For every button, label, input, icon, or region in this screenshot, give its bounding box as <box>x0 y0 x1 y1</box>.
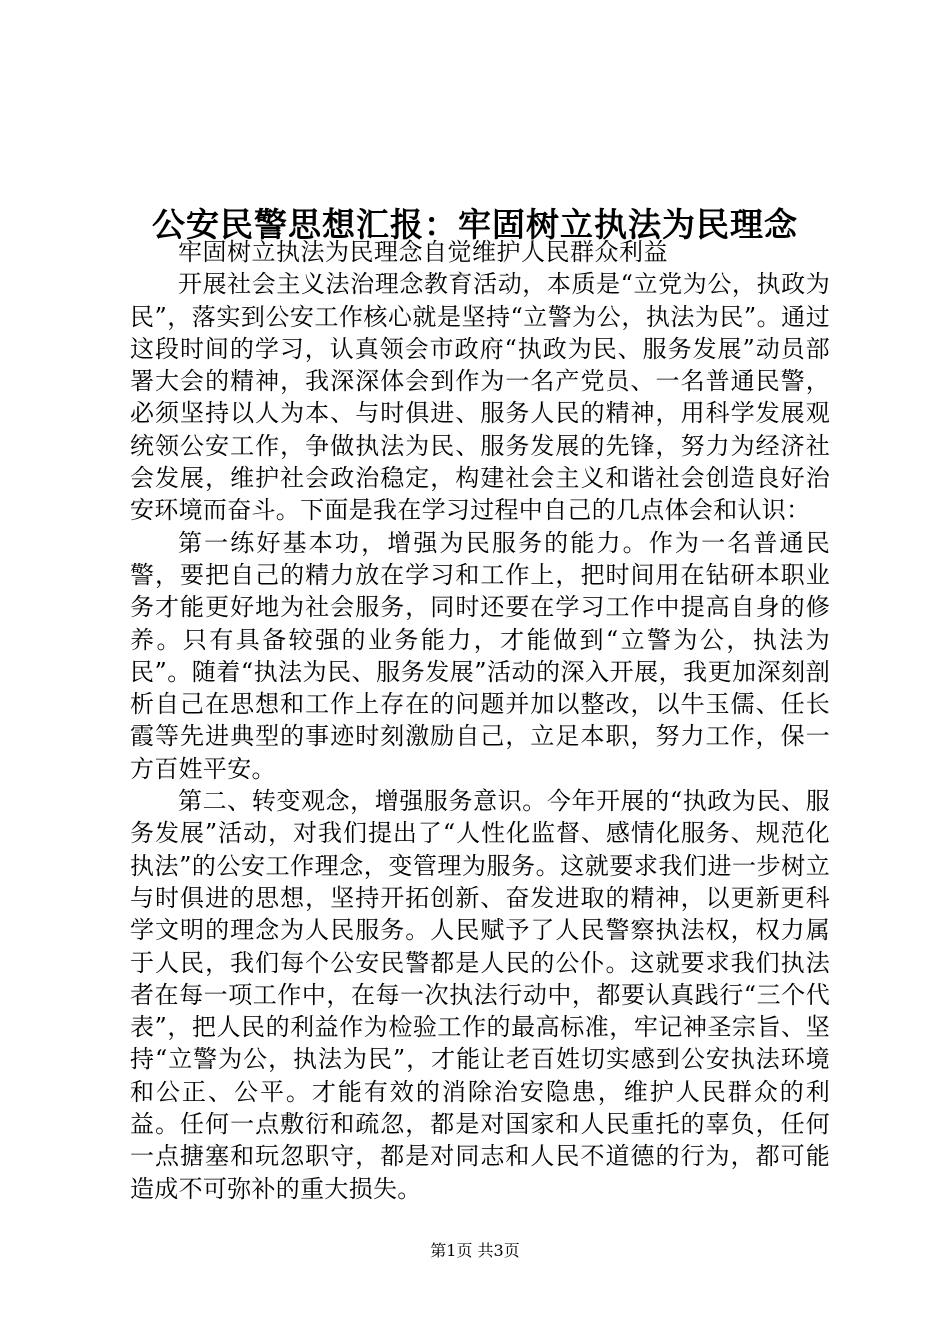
body-paragraph-2: 第一练好基本功，增强为民服务的能力。作为一名普通民警，要把自己的精力放在学习和工作上，把时间用在钻研本职业务才能更好地为社会服务，同时还要在学习工作中提高自身的修养。只有具备较强的业务能力，才能做到“立警为公，执法为民”。随着“执法为民、服务发展”活动的深入开展，我更加深刻剖析自己在思想和工作上存在的问题并加以整改，以牛玉儒、任长霞等先进典型的事迹时刻激励自己，立足本职，努力工作，保一方百姓平安。 <box>130 528 830 783</box>
page-title: 公安民警思想汇报：牢固树立执法为民理念 <box>152 205 798 245</box>
body-paragraph-3: 第二、转变观念，增强服务意识。今年开展的“执政为民、服务发展”活动，对我们提出了“人性化监督、感情化服务、规范化执法”的公安工作理念，变管理为服务。这就要求我们进一步树立与时俱进的思想，坚持开拓创新、奋发进取的精神，以更新更科学文明的理念为人民服务。人民赋予了人民警察执法权，权力属于人民，我们每个公安民警都是人民的公仆。这就要求我们执法者在每一项工作中，在每一次执法行动中，都要认真践行“三个代表”，把人民的利益作为检验工作的最高标准，牢记神圣宗旨、坚持“立警为公，执法为民”，才能让老百姓切实感到公安执法环境和公正、公平。才能有效的消除治安隐患，维护人民群众的利益。任何一点敷衍和疏忽，都是对国家和人民重托的辜负，任何一点搪塞和玩忽职守，都是对同志和人民不道德的行为，都可能造成不可弥补的重大损失。 <box>130 787 830 1203</box>
page-footer: 第1页 共3页 <box>430 1241 520 1260</box>
body-paragraph-1: 开展社会主义法治理念教育活动，本质是“立党为公，执政为民”，落实到公安工作核心就是坚持“立警为公，执法为民”。通过这段时间的学习，认真领会市政府“执政为民、服务发展”动员部署大会的精神，我深深体会到作为一名产党员、一名普通民警，必须坚持以人为本、与时俱进、服务人民的精神，用科学发展观统领公安工作，争做执法为民、服务发展的先锋，努力为经济社会发展，维护社会政治稳定，构建社会主义和谐社会创造良好治安环境而奋斗。下面是我在学习过程中自己的几点体会和认识： <box>130 270 830 525</box>
subtitle-paragraph: 牢固树立执法为民理念自觉维护人民群众利益 <box>178 238 668 266</box>
document-body <box>130 236 830 1205</box>
